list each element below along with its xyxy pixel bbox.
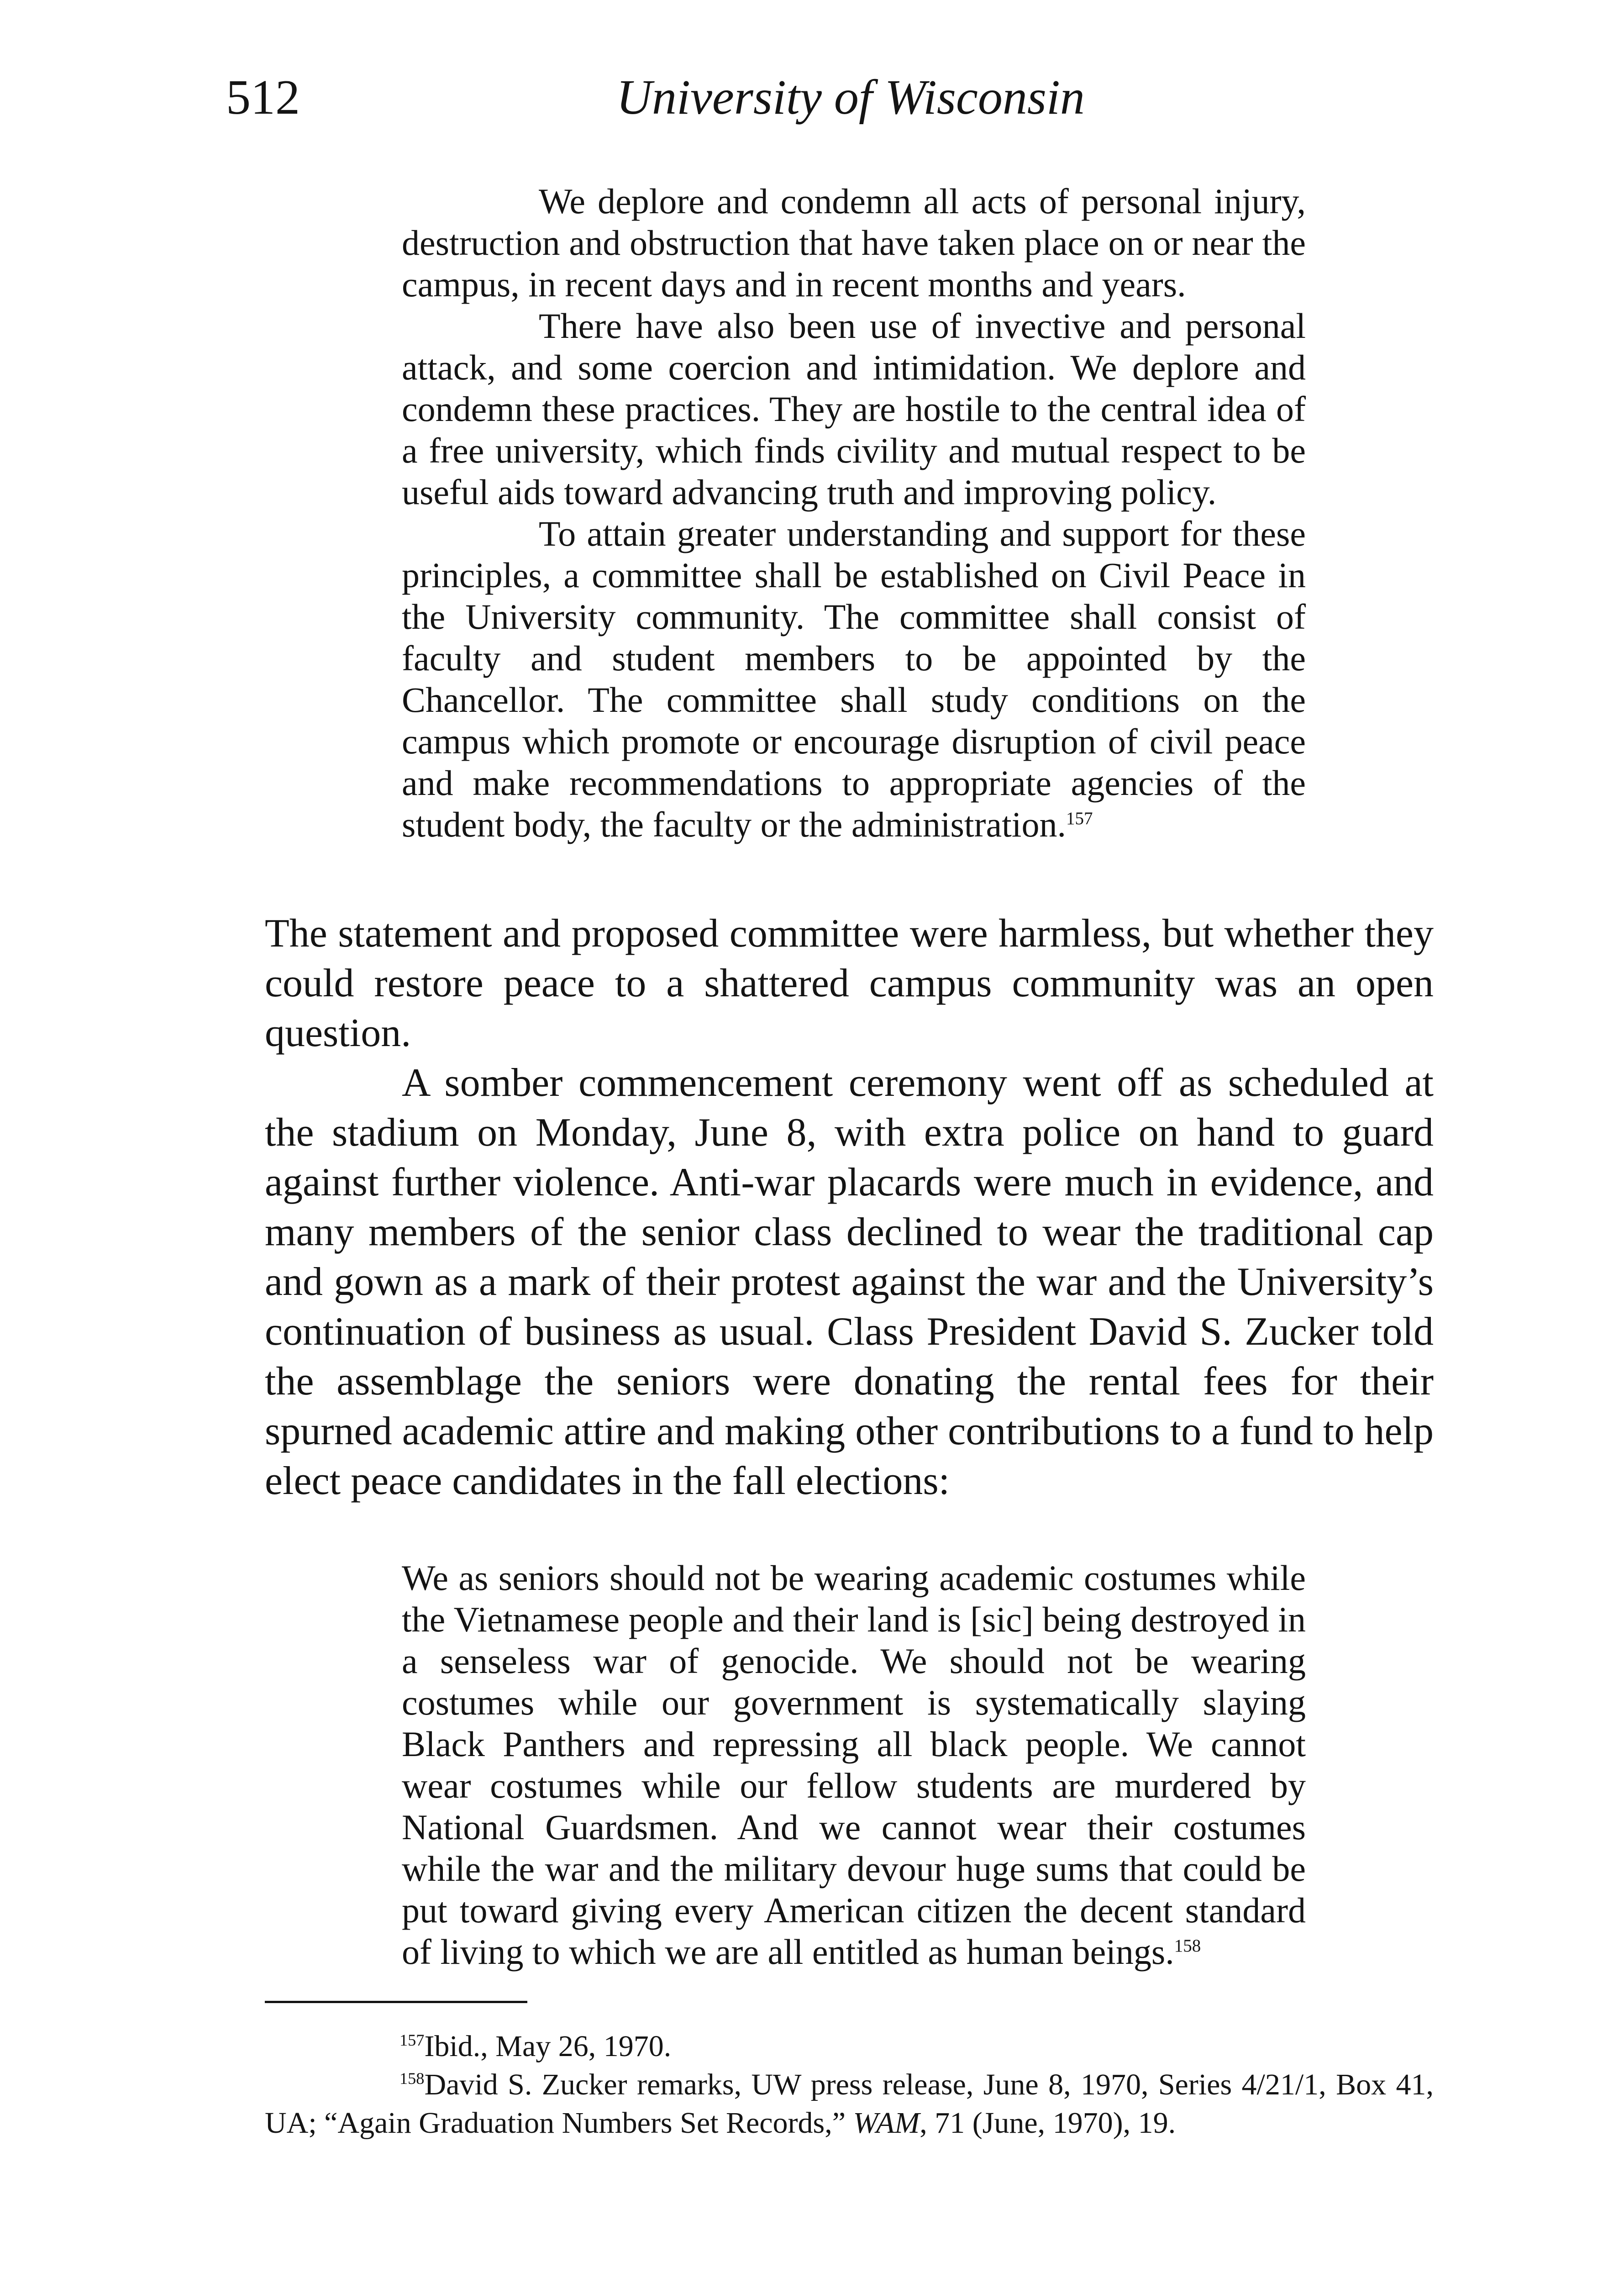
footnotes bbox=[265, 2027, 1434, 2142]
quote-paragraph bbox=[402, 1557, 1306, 1973]
body-text bbox=[265, 909, 1434, 1506]
quote-paragraph-text: We as seniors should not be wearing academic costumes while the Vietnamese people and their land is [sic] being destroyed in a senseless war of genocide. We should not be wearing costumes while our government is systematically slaying Black Panthers and repressing all black people. We cannot wear costumes while our fellow students are murdered by National Guardsmen. And we cannot wear their costumes while the war and the military devour huge sums that could be put toward giving every American citizen the decent standard of living to which we are all entitled as human beings. bbox=[402, 1558, 1306, 1972]
quote-paragraph-text: To attain greater understanding and support for these principles, a committee shall be established on Civil Peace in the University community. The committee shall consist of faculty and student members to be appointed by the Chancellor. The committee shall study conditions on the campus which promote or encourage disruption of civil peace and make recommendations to appropriate agencies of the student body, the faculty or the administration. bbox=[402, 514, 1306, 844]
quote-paragraph: There have also been use of invective and personal attack, and some coercion and intimidation. We deplore and condemn these practices. They are hostile to the central idea of a free university, which finds civility and mutual respect to be useful aids toward advancing truth and improving policy. bbox=[402, 306, 1306, 512]
footnote-mark: 157 bbox=[399, 2031, 425, 2049]
page-number: 512 bbox=[226, 70, 300, 125]
footnote-reference: 158 bbox=[1174, 1936, 1201, 1956]
footnote-text: David S. Zucker remarks, UW press release, June 8, 1970, Series 4/21/1, Box 41, UA; “Again Graduation Numbers Set Records,” bbox=[265, 2068, 1434, 2140]
footnote-text: Ibid., May 26, 1970. bbox=[424, 2030, 672, 2063]
footnote-mark: 158 bbox=[399, 2069, 425, 2088]
block-quote-zucker bbox=[402, 1557, 1306, 1973]
quote-paragraph bbox=[402, 513, 1306, 845]
quote-paragraph: We deplore and condemn all acts of personal injury, destruction and obstruction that have taken place on or near the campus, in recent days and in recent months and years. bbox=[402, 181, 1306, 304]
footnote-rule bbox=[265, 2001, 527, 2003]
body-paragraph: A somber commencement ceremony went off as scheduled at the stadium on Monday, June 8, with extra police on hand to guard against further violence. Anti-war placards were much in evidence, and many members of the senior class declined to wear the traditional cap and gown as a mark of their protest against the war and the University’s continuation of business as usual. Class President David S. Zucker told the assemblage the seniors were donating the rental fees for their spurned academic attire and making other contributions to a fund to help elect peace candidates in the fall elections: bbox=[265, 1061, 1434, 1503]
running-head: University of Wisconsin bbox=[616, 70, 1085, 125]
footnote-reference: 157 bbox=[1066, 809, 1093, 828]
body-paragraph: The statement and proposed committee were harmless, but whether they could restore peace to a shattered campus community was an open question. bbox=[265, 911, 1434, 1055]
block-quote-civil-peace bbox=[402, 180, 1306, 845]
footnote-text: , 71 (June, 1970), 19. bbox=[920, 2106, 1176, 2140]
footnote-journal-title: WAM bbox=[853, 2106, 920, 2140]
footnote-158 bbox=[265, 2066, 1434, 2142]
footnote-157 bbox=[265, 2027, 1434, 2066]
